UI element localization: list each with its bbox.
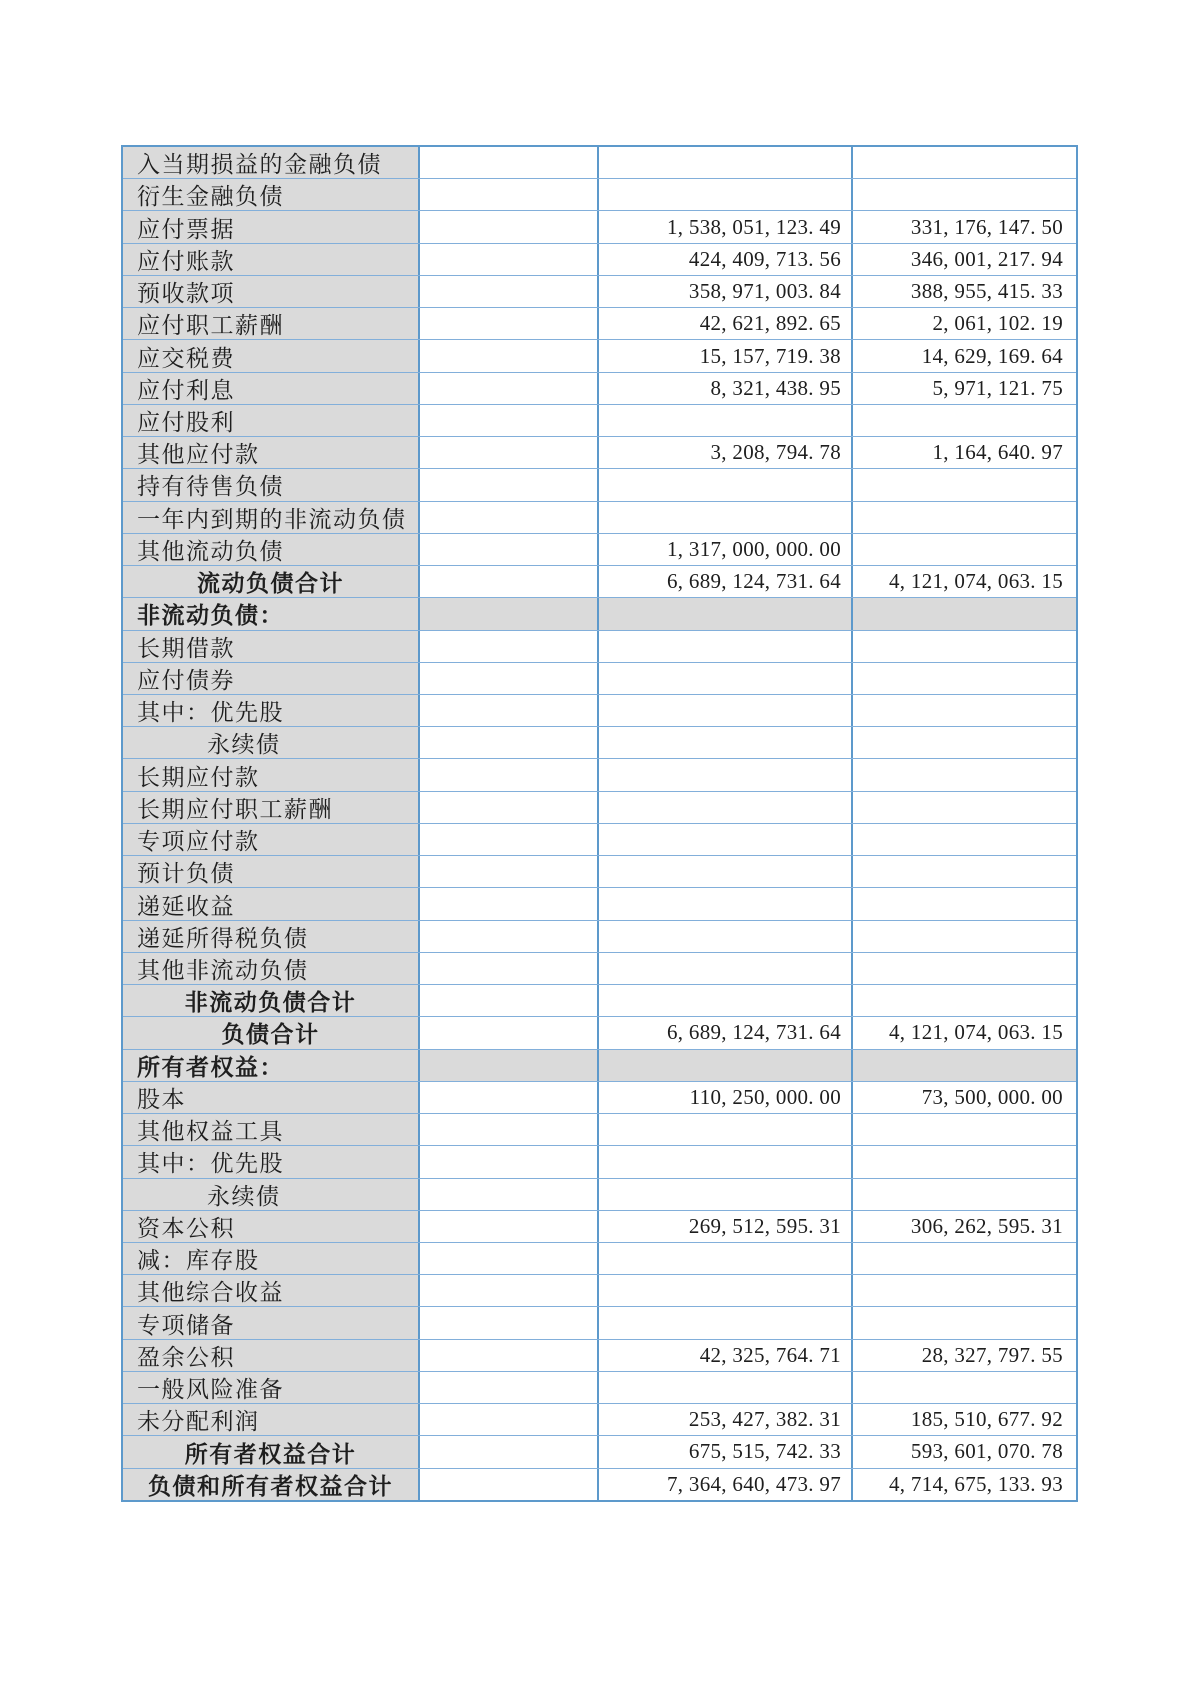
notes-cell [420,985,599,1016]
row-label: 其中：优先股 [123,695,420,726]
current-period-value: 1, 538, 051, 123. 49 [599,211,853,242]
notes-cell [420,1114,599,1145]
notes-cell [420,373,599,404]
row-label: 衍生金融负债 [123,179,420,210]
prior-period-value [853,759,1076,790]
table-row [123,1243,1076,1275]
row-label: 入当期损益的金融负债 [123,147,420,178]
table-row [123,1114,1076,1146]
current-period-value [599,1372,853,1403]
prior-period-value [853,534,1076,565]
table-row [123,276,1076,308]
current-period-value [599,1275,853,1306]
notes-cell [420,888,599,919]
prior-period-value: 4, 714, 675, 133. 93 [853,1469,1076,1500]
notes-cell [420,1211,599,1242]
current-period-value [599,179,853,210]
row-label: 长期借款 [123,631,420,662]
table-row [123,1404,1076,1436]
notes-cell [420,405,599,436]
current-period-value: 42, 325, 764. 71 [599,1340,853,1371]
table-row [123,792,1076,824]
row-label: 应付债券 [123,663,420,694]
prior-period-value: 346, 001, 217. 94 [853,244,1076,275]
notes-cell [420,856,599,887]
row-label: 非流动负债： [123,598,420,629]
notes-cell [420,953,599,984]
table-row [123,663,1076,695]
table-row [123,953,1076,985]
current-period-value [599,953,853,984]
current-period-value: 269, 512, 595. 31 [599,1211,853,1242]
prior-period-value [853,1372,1076,1403]
table-row [123,824,1076,856]
table-row [123,1050,1076,1082]
prior-period-value [853,856,1076,887]
row-label: 负债合计 [123,1017,420,1048]
row-label: 其他流动负债 [123,534,420,565]
prior-period-value [853,1050,1076,1081]
table-row [123,856,1076,888]
notes-cell [420,179,599,210]
prior-period-value [853,502,1076,533]
row-label: 未分配利润 [123,1404,420,1435]
row-label: 所有者权益合计 [123,1436,420,1467]
prior-period-value [853,1243,1076,1274]
notes-cell [420,1146,599,1177]
table-row [123,1372,1076,1404]
prior-period-value [853,1114,1076,1145]
current-period-value: 110, 250, 000. 00 [599,1082,853,1113]
table-row [123,1179,1076,1211]
current-period-value [599,985,853,1016]
current-period-value: 253, 427, 382. 31 [599,1404,853,1435]
prior-period-value: 4, 121, 074, 063. 15 [853,566,1076,597]
row-label: 专项储备 [123,1307,420,1338]
table-row [123,631,1076,663]
row-label: 长期应付职工薪酬 [123,792,420,823]
row-label: 其他非流动负债 [123,953,420,984]
notes-cell [420,598,599,629]
prior-period-value [853,792,1076,823]
prior-period-value: 4, 121, 074, 063. 15 [853,1017,1076,1048]
row-label: 应交税费 [123,340,420,371]
prior-period-value [853,824,1076,855]
notes-cell [420,1050,599,1081]
table-row [123,308,1076,340]
notes-cell [420,1179,599,1210]
row-label: 永续债 [123,727,420,758]
table-row [123,405,1076,437]
notes-cell [420,921,599,952]
row-label: 其中：优先股 [123,1146,420,1177]
notes-cell [420,566,599,597]
table-row [123,1275,1076,1307]
notes-cell [420,759,599,790]
row-label: 应付票据 [123,211,420,242]
prior-period-value [853,1146,1076,1177]
row-label: 所有者权益： [123,1050,420,1081]
row-label: 负债和所有者权益合计 [123,1469,420,1500]
table-row [123,147,1076,179]
prior-period-value [853,179,1076,210]
table-row [123,1082,1076,1114]
notes-cell [420,534,599,565]
notes-cell [420,502,599,533]
row-label: 一般风险准备 [123,1372,420,1403]
prior-period-value [853,985,1076,1016]
prior-period-value [853,663,1076,694]
current-period-value: 15, 157, 719. 38 [599,340,853,371]
table-row [123,1017,1076,1049]
row-label: 应付职工薪酬 [123,308,420,339]
current-period-value [599,663,853,694]
notes-cell [420,1082,599,1113]
table-row [123,469,1076,501]
row-label: 其他应付款 [123,437,420,468]
prior-period-value [853,1179,1076,1210]
notes-cell [420,1275,599,1306]
current-period-value: 424, 409, 713. 56 [599,244,853,275]
prior-period-value: 306, 262, 595. 31 [853,1211,1076,1242]
table-row [123,888,1076,920]
notes-cell [420,244,599,275]
current-period-value [599,727,853,758]
table-row [123,1436,1076,1468]
table-row [123,340,1076,372]
notes-cell [420,276,599,307]
notes-cell [420,1340,599,1371]
prior-period-value: 331, 176, 147. 50 [853,211,1076,242]
table-row [123,598,1076,630]
current-period-value: 6, 689, 124, 731. 64 [599,1017,853,1048]
prior-period-value: 73, 500, 000. 00 [853,1082,1076,1113]
row-label: 专项应付款 [123,824,420,855]
notes-cell [420,469,599,500]
table-row [123,566,1076,598]
current-period-value [599,469,853,500]
row-label: 递延所得税负债 [123,921,420,952]
prior-period-value [853,147,1076,178]
prior-period-value [853,631,1076,662]
current-period-value [599,1146,853,1177]
prior-period-value: 1, 164, 640. 97 [853,437,1076,468]
current-period-value: 8, 321, 438. 95 [599,373,853,404]
prior-period-value: 28, 327, 797. 55 [853,1340,1076,1371]
row-label: 预计负债 [123,856,420,887]
table-row [123,1307,1076,1339]
prior-period-value [853,1275,1076,1306]
prior-period-value [853,469,1076,500]
notes-cell [420,1404,599,1435]
table-row [123,179,1076,211]
table-row [123,244,1076,276]
current-period-value [599,921,853,952]
prior-period-value: 2, 061, 102. 19 [853,308,1076,339]
row-label: 预收款项 [123,276,420,307]
prior-period-value: 5, 971, 121. 75 [853,373,1076,404]
notes-cell [420,663,599,694]
current-period-value: 1, 317, 000, 000. 00 [599,534,853,565]
current-period-value: 358, 971, 003. 84 [599,276,853,307]
row-label: 流动负债合计 [123,566,420,597]
notes-cell [420,824,599,855]
current-period-value [599,888,853,919]
table-row [123,502,1076,534]
notes-cell [420,1243,599,1274]
current-period-value [599,1179,853,1210]
row-label: 其他综合收益 [123,1275,420,1306]
prior-period-value: 185, 510, 677. 92 [853,1404,1076,1435]
table-row [123,534,1076,566]
prior-period-value [853,727,1076,758]
prior-period-value [853,888,1076,919]
row-label: 一年内到期的非流动负债 [123,502,420,533]
row-label: 盈余公积 [123,1340,420,1371]
notes-cell [420,211,599,242]
row-label: 永续债 [123,1179,420,1210]
table-row [123,1211,1076,1243]
notes-cell [420,1436,599,1467]
current-period-value [599,631,853,662]
prior-period-value: 14, 629, 169. 64 [853,340,1076,371]
row-label: 应付利息 [123,373,420,404]
current-period-value: 3, 208, 794. 78 [599,437,853,468]
table-row [123,1469,1076,1500]
notes-cell [420,631,599,662]
notes-cell [420,1017,599,1048]
table-row [123,695,1076,727]
notes-cell [420,1307,599,1338]
table-row [123,759,1076,791]
table-row [123,211,1076,243]
table-row [123,985,1076,1017]
row-label: 应付股利 [123,405,420,436]
table-row [123,727,1076,759]
balance-sheet-table [121,145,1078,1502]
current-period-value [599,1243,853,1274]
notes-cell [420,308,599,339]
current-period-value: 675, 515, 742. 33 [599,1436,853,1467]
row-label: 股本 [123,1082,420,1113]
current-period-value [599,792,853,823]
current-period-value [599,598,853,629]
prior-period-value: 388, 955, 415. 33 [853,276,1076,307]
table-row [123,437,1076,469]
current-period-value [599,147,853,178]
prior-period-value [853,921,1076,952]
current-period-value [599,1307,853,1338]
notes-cell [420,1469,599,1500]
prior-period-value [853,405,1076,436]
current-period-value: 6, 689, 124, 731. 64 [599,566,853,597]
notes-cell [420,1372,599,1403]
current-period-value [599,405,853,436]
row-label: 持有待售负债 [123,469,420,500]
notes-cell [420,437,599,468]
notes-cell [420,147,599,178]
current-period-value: 42, 621, 892. 65 [599,308,853,339]
notes-cell [420,792,599,823]
row-label: 长期应付款 [123,759,420,790]
current-period-value [599,759,853,790]
row-label: 递延收益 [123,888,420,919]
prior-period-value [853,953,1076,984]
row-label: 非流动负债合计 [123,985,420,1016]
current-period-value [599,1050,853,1081]
notes-cell [420,340,599,371]
prior-period-value [853,695,1076,726]
current-period-value [599,695,853,726]
notes-cell [420,727,599,758]
current-period-value [599,856,853,887]
current-period-value [599,824,853,855]
table-row [123,1146,1076,1178]
row-label: 资本公积 [123,1211,420,1242]
prior-period-value [853,598,1076,629]
row-label: 减：库存股 [123,1243,420,1274]
current-period-value [599,502,853,533]
table-row [123,373,1076,405]
row-label: 其他权益工具 [123,1114,420,1145]
prior-period-value: 593, 601, 070. 78 [853,1436,1076,1467]
prior-period-value [853,1307,1076,1338]
table-row [123,921,1076,953]
current-period-value [599,1114,853,1145]
notes-cell [420,695,599,726]
table-row [123,1340,1076,1372]
current-period-value: 7, 364, 640, 473. 97 [599,1469,853,1500]
row-label: 应付账款 [123,244,420,275]
